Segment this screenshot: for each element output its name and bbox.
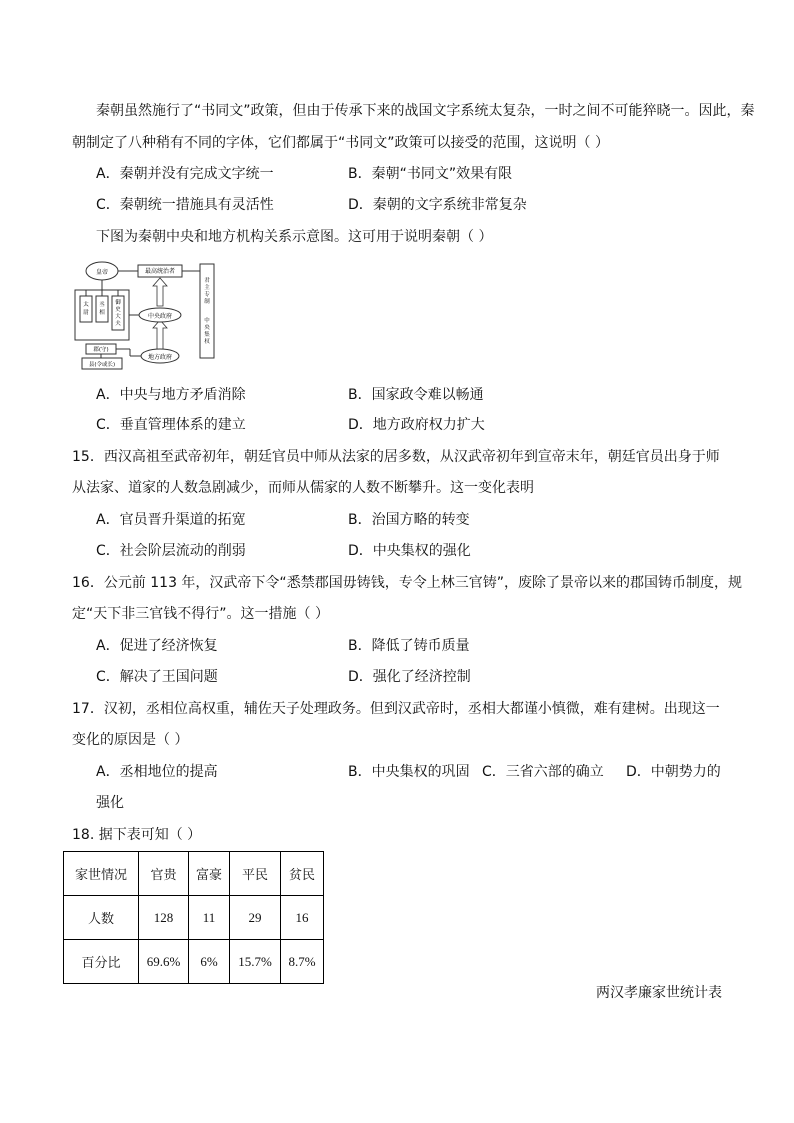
table-cell: 百分比	[64, 940, 139, 984]
q13-option-c: C．秦朝统一措施具有灵活性	[96, 197, 274, 213]
q17-stem-line1: 17．汉初，丞相位高权重，辅佐天子处理政务。但到汉武帝时，丞相大都谨小慎微，难有建树。出现这一	[72, 701, 720, 717]
q17-option-d-continued: 强化	[96, 795, 124, 811]
table-cell: 11	[189, 896, 230, 940]
q17-stem-line2: 变化的原因是（ ）	[72, 732, 189, 748]
jun-label: 郡(守)	[93, 347, 109, 353]
chengxiang-char2: 相	[99, 310, 105, 316]
q16-option-b: B．降低了铸币质量	[348, 638, 470, 654]
table-header-cell: 贫民	[281, 852, 324, 896]
q13-option-b: B．秦朝“书同文”效果有限	[348, 166, 513, 182]
yushi-char2: 史	[115, 307, 121, 313]
table-header-cell: 富豪	[189, 852, 230, 896]
family-background-table	[63, 851, 324, 984]
central-gov-label: 中央政府	[147, 313, 173, 320]
q16-option-c: C．解决了王国问题	[96, 669, 218, 685]
table-cell: 16	[281, 896, 324, 940]
q15-stem-line1: 15．西汉高祖至武帝初年，朝廷官员中师从法家的居多数，从汉武帝初年到宣帝末年，朝廷官员出身于师	[72, 449, 720, 465]
table-row	[64, 940, 324, 984]
q14-option-d: D．地方政府权力扩大	[348, 417, 485, 433]
q17-option-c: C．三省六部的确立	[482, 764, 604, 780]
q15-option-a: A．官员晋升渠道的拓宽	[96, 512, 246, 528]
q17-option-b: B．中央集权的巩固	[348, 764, 470, 780]
table-row	[64, 896, 324, 940]
yushi-char4: 夫	[115, 321, 121, 327]
right-label-4: 制	[204, 299, 210, 305]
right-label-8: 权	[204, 339, 210, 345]
q16-stem-line2: 定“天下非三官钱不得行”。这一措施（ ）	[72, 606, 329, 622]
table-cell: 128	[139, 896, 189, 940]
table-cell: 6%	[189, 940, 230, 984]
local-gov-label: 地方政府	[147, 354, 173, 361]
q14-option-c: C．垂直管理体系的建立	[96, 417, 246, 433]
right-label-2: 主	[204, 285, 210, 291]
table-caption: 两汉孝廉家世统计表	[596, 985, 722, 1001]
right-label-5: 中	[204, 318, 210, 324]
q13-option-d: D．秦朝的文字系统非常复杂	[348, 197, 527, 213]
q14-option-a: A．中央与地方矛盾消除	[96, 387, 246, 403]
taiwei-char1: 太	[83, 302, 89, 308]
q15-stem-line2: 从法家、道家的人数急剧减少，而师从儒家的人数不断攀升。这一变化表明	[72, 480, 534, 496]
xian-label: 县(令或长)	[88, 362, 116, 368]
q13-stem-line2: 朝制定了八种稍有不同的字体，它们都属于“书同文”政策可以接受的范围，这说明（ ）	[72, 135, 609, 151]
emperor-label: 皇帝	[95, 269, 109, 276]
table-header-cell: 家世情况	[64, 852, 139, 896]
q16-stem-line1: 16．公元前 113 年，汉武帝下令“悉禁郡国毋铸钱，专令上林三官铸”，废除了景帝以来的郡国铸币制度，规	[72, 575, 742, 591]
q14-stem: 下图为秦朝中央和地方机构关系示意图。这可用于说明秦朝（ ）	[96, 229, 493, 245]
q17-option-d: D．中朝势力的	[626, 764, 721, 780]
taiwei-char2: 尉	[83, 310, 89, 316]
yushi-char3: 大	[115, 314, 121, 320]
table-cell: 15.7%	[230, 940, 281, 984]
diagram-svg	[72, 258, 222, 372]
q17-option-a: A．丞相地位的提高	[96, 764, 218, 780]
right-label-6: 央	[204, 325, 210, 331]
chengxiang-node	[96, 296, 108, 322]
table-cell: 人数	[64, 896, 139, 940]
right-label-7: 集	[204, 332, 210, 338]
q15-option-c: C．社会阶层流动的削弱	[96, 543, 246, 559]
q13-stem-line1: 秦朝虽然施行了“书同文”政策，但由于传承下来的战国文字系统太复杂，一时之间不可能猝晓一。因此，秦	[96, 103, 755, 119]
table-cell: 69.6%	[139, 940, 189, 984]
table-cell: 29	[230, 896, 281, 940]
q18-stem: 18. 据下表可知（ ）	[72, 827, 202, 843]
table-header-cell: 平民	[230, 852, 281, 896]
q16-option-a: A．促进了经济恢复	[96, 638, 218, 654]
right-label-1: 君	[204, 278, 210, 284]
table-cell: 8.7%	[281, 940, 324, 984]
q13-option-a: A．秦朝并没有完成文字统一	[96, 166, 274, 182]
q14-option-b: B．国家政令难以畅通	[348, 387, 484, 403]
q15-option-d: D．中央集权的强化	[348, 543, 471, 559]
right-label-3: 专	[204, 292, 210, 298]
top-ruler-label: 最高统治者	[144, 268, 176, 275]
table-header-cell: 官贵	[139, 852, 189, 896]
yushi-char1: 御	[115, 300, 121, 306]
chengxiang-char1: 丞	[99, 302, 105, 308]
table-header-row	[64, 852, 324, 896]
q15-option-b: B．治国方略的转变	[348, 512, 470, 528]
q16-option-d: D．强化了经济控制	[348, 669, 471, 685]
taiwei-node	[80, 296, 92, 322]
qin-institution-diagram	[72, 258, 222, 372]
